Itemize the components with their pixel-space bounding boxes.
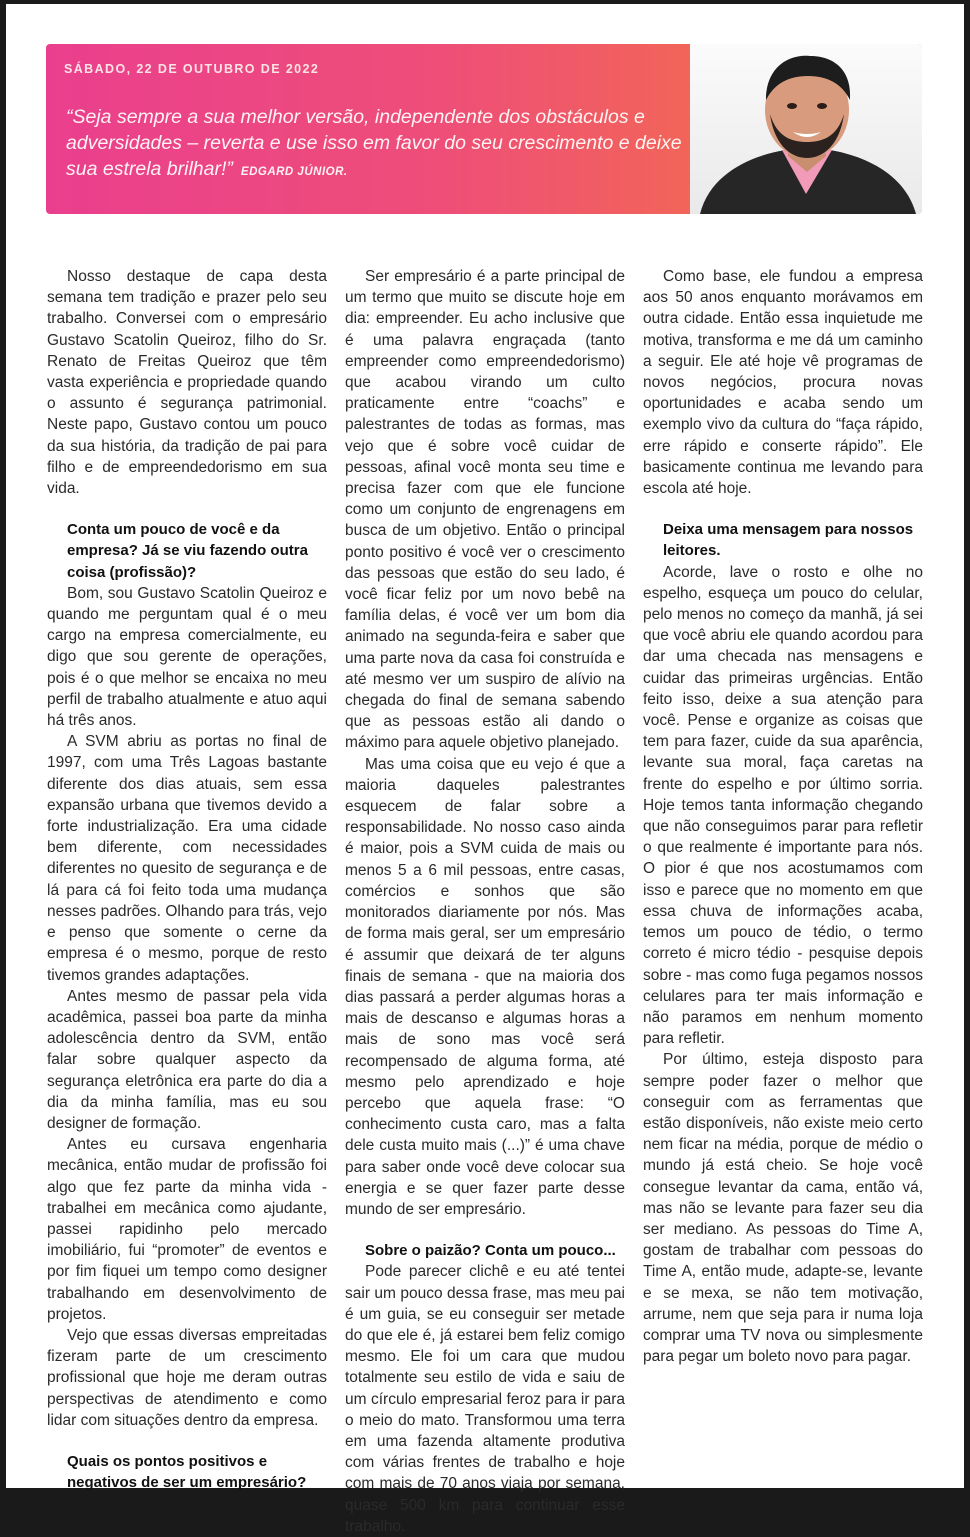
article-column-2: [345, 266, 625, 1537]
article-intro: Nosso destaque de capa desta semana tem tradição e prazer pelo seu trabalho. Conversei com o empresário Gustavo Scatolin Queiroz, filho do Sr. Renato de Freitas Queiroz que têm vasta experiência e propriedade quando o assunto é segurança patrimonial. Neste papo, Gustavo contou um pouco da sua história, da tradição de pai para filho e de empreendedorismo em sua vida.: [47, 268, 327, 498]
answer-paragraph: Por último, esteja disposto para sempre poder fazer o melhor que conseguir com as ferramentas que estão disponíveis, não existe meio certo nem ficar na média, porque de médio o mundo já está cheio. Se hoje você consegue levantar da cama, então vá, mas não se levante para fazer seu dia ser mediano. As pessoas do Time A, gostam de trabalhar com pessoas do Time A, então mude, adapte-se, levante e se mexa, se não tem motivação, arrume, nem que seja para ir numa loja comprar uma TV nova ou simplesmente para pegar um boleto novo para pagar.: [643, 1051, 923, 1366]
answer-paragraph: Vejo que essas diversas empreitadas fizeram parte de um crescimento profissional que hoje me deram outras perspectivas de atendimento e como lidar com situações dentro da empresa.: [47, 1326, 327, 1429]
article-column-3: [643, 266, 923, 1367]
quote-text: “Seja sempre a sua melhor versão, independente dos obstáculos e adversidades – reverta e use isso em favor do seu crescimento e deixe sua estrela brilhar!”: [66, 106, 682, 180]
answer-paragraph: Como base, ele fundou a empresa aos 50 anos enquanto morávamos em outra cidade. Então essa inquietude me motiva, transforma e me dá um caminho a seguir. Ele até hoje vê programas de novos negócios, procura novas oportunidades e acaba sendo um exemplo vivo da cultura do “faça rápido, erre rápido e conserte rápido”. Ele basicamente continua me levando para escola até hoje.: [643, 268, 923, 498]
answer-paragraph: Antes eu cursava engenharia mecânica, então mudar de profissão foi algo que fez parte da minha vida - trabalhei em mecânica como ajudante, passei rapidinho pelo mercado imobiliário, fui “promoter” de eventos e por fim fiquei um tempo como designer trabalhando em desenvolvimento de projetos.: [47, 1136, 327, 1323]
columnist-portrait: [690, 44, 922, 214]
quote-author: EDGARD JÚNIOR.: [240, 166, 348, 178]
header-quote: [66, 104, 686, 185]
answer-paragraph: Bom, sou Gustavo Scatolin Queiroz e quando me perguntam qual é o meu cargo na empresa comercialmente, eu digo que sou gerente de operações, pois é o que melhor se encaixa no meu perfil de trabalho atualmente e atuo aqui há três anos.: [47, 584, 327, 730]
answer-paragraph: Acorde, lave o rosto e olhe no espelho, esqueça um pouco do celular, pelo menos no começo da manhã, já sei que você abriu ele quando acordou para dar uma checada nas mensagens e cuidar das primeiras urgências. Então feito isso, deixe a sua atenção para você. Pense e organize as coisas que tem para fazer, cuide da sua aparência, levante sua moral, faça caretas na frente do espelho e por último sorria. Hoje temos tanta informação chegando que não conseguimos parar para refletir o que realmente é importante para nós. O pior é que nos acostumamos com isso e parece que no momento em que essa chuva de informações acaba, temos um pouco de tédio, o termo correto é micro tédio - pesquise depois sobre - mas como fuga pegamos nossos celulares para ter mais informação e não paramos em nenhum momento para refletir.: [643, 563, 923, 1048]
newspaper-page: [6, 4, 964, 1535]
question-heading: Quais os pontos positivos e negativos de ser um empresário?: [67, 1452, 307, 1492]
answer-paragraph: Mas uma coisa que eu vejo é que a maioria daqueles palestrantes esquecem de falar sobre a responsabilidade. No nosso caso ainda é maior, pois a SVM cuida de mais ou menos 5 a 6 mil pessoas, entre casas, comércios e sonhos que são monitorados diariamente por nós. Mas de forma mais geral, ser um empresário é assumir que deixará de ter alguns finais de semana - que na maioria dos dias passará a perder algumas horas a mais de descanso e algumas horas a mais de sono mas você será recompensado de alguma forma, até mesmo pelo aprendizado e hoje percebo que aquela frase: “O conhecimento custa caro, mas a falta dele custa muito mais (...)” é uma chave para saber onde você deve colocar sua energia e se quer fazer parte desse mundo de ser empresário.: [345, 755, 625, 1218]
answer-paragraph: A SVM abriu as portas no final de 1997, com uma Três Lagoas bastante diferente dos dias atuais, sem essa expansão urbana que tivemos devido a forte industrialização. Era uma cidade bem diferente, com necessidades diferentes no quesito de segurança e de lá para cá foi feito toda uma mudança nesses padrões. Olhando para trás, vejo e penso que somente o cerne da empresa é o mesmo, porque de resto tivemos grandes adaptações.: [47, 733, 327, 984]
article-column-1: [47, 266, 327, 1493]
header-banner: [46, 44, 922, 214]
question-heading: Conta um pouco de você e da empresa? Já se viu fazendo outra coisa (profissão)?: [67, 521, 308, 581]
answer-paragraph: Pode parecer clichê e eu até tentei sair um pouco dessa frase, mas meu pai é um guia, se eu conseguir ser metade do que ele é, já estarei bem feliz comigo mesmo. Ele foi um cara que mudou totalmente seu estilo de vida e saiu de um círculo empresarial feroz para ir para o meio do mato. Transformou uma terra em uma fazenda altamente produtiva com várias frentes de trabalho e hoje com mais de 70 anos viaja por semana, quase 500 km para continuar esse trabalho.: [345, 1263, 625, 1535]
answer-paragraph: Antes mesmo de passar pela vida acadêmica, passei boa parte da minha adolescência dentro da SVM, então falar sobre qualquer aspecto da segurança eletrônica era parte do dia a dia da minha família, mas eu sou designer de formação.: [47, 987, 327, 1132]
issue-date: SÁBADO, 22 DE OUTUBRO DE 2022: [64, 62, 320, 76]
question-heading: Sobre o paizão? Conta um pouco...: [365, 1242, 616, 1260]
question-heading: Deixa uma mensagem para nossos leitores.: [663, 521, 914, 560]
answer-paragraph: Ser empresário é a parte principal de um termo que muito se discute hoje em dia: empreender. Eu acho inclusive que é uma palavra engraçada (tanto empreender como empreendedorismo) que acabou virando um culto praticamente entre “coachs” e palestrantes de todas as formas, mas vejo que é sobre você cuidar de pessoas, afinal você monta seu time e precisa fazer com que ele funcione como um conjunto de engrenagens em busca de um objetivo. Então o principal ponto positivo é você ver o crescimento das pessoas que estão do seu lado, é você ficar feliz por um novo bebê na família delas, é você ver um bom dia animado na segunda-feira e saber que uma parte nova da casa foi construída e até mesmo ver um suspiro de alívio na chegada do final de semana sabendo que as pessoas estão ali dando o máximo para aquele objetivo planejado.: [345, 268, 625, 752]
